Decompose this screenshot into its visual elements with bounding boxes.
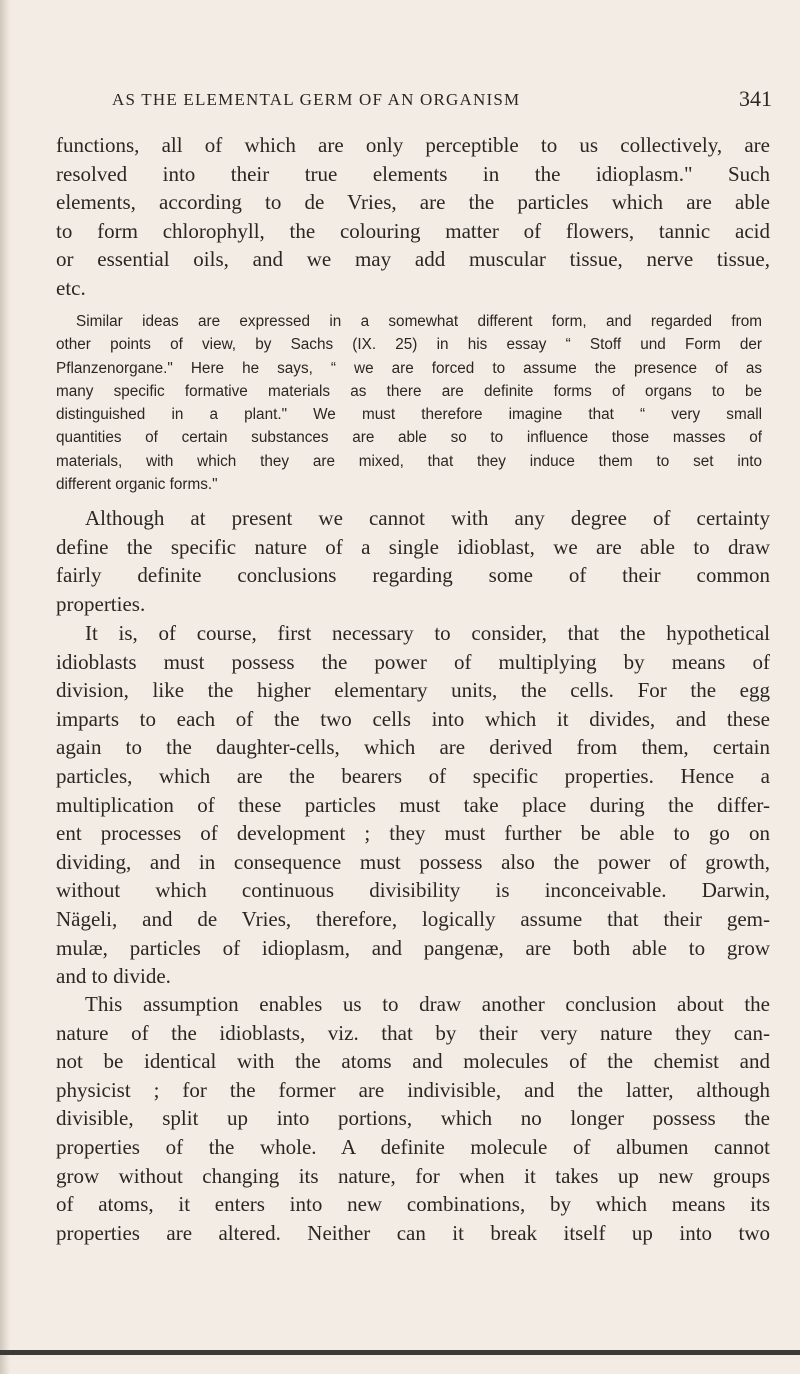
quoted-passage	[56, 310, 762, 496]
text-line: materials, with which they are mixed, that they induce them to set into	[56, 452, 762, 470]
text-line: distinguished in a plant." We must therefore imagine that “ very small	[56, 406, 762, 424]
text-line: particles, which are the bearers of specific properties. Hence a	[56, 763, 770, 788]
text-line: properties are altered. Neither can it break itself up into two	[56, 1220, 770, 1245]
text-line: Similar ideas are expressed in a somewhat different form, and regarded from	[76, 313, 762, 330]
text-line: It is, of course, first necessary to consider, that the hypothetical	[85, 621, 770, 645]
text-line: different organic forms."	[56, 476, 218, 494]
paragraph-4	[56, 990, 770, 1247]
text-line: resolved into their true elements in the idioplasm." Such	[56, 161, 770, 186]
text-line: This assumption enables us to draw another conclusion about the	[85, 992, 770, 1016]
text-line: again to the daughter-cells, which are derived from them, certain	[56, 735, 770, 760]
text-line: multiplication of these particles must take place during the differ-	[56, 792, 770, 817]
text-line: functions, all of which are only perceptible to us collectively, are	[56, 133, 770, 157]
page-binding-shadow	[0, 0, 10, 1374]
text-line: mulæ, particles of idioplasm, and pangenæ, are both able to grow	[56, 935, 770, 960]
text-line: Nägeli, and de Vries, therefore, logically assume that their gem-	[56, 906, 770, 931]
text-line: division, like the higher elementary units, the cells. For the egg	[56, 678, 770, 703]
paragraph-3	[56, 619, 770, 991]
text-line: or essential oils, and we may add muscular tissue, nerve tissue,	[56, 247, 770, 272]
text-line: without which continuous divisibility is inconceivable. Darwin,	[56, 878, 770, 903]
text-line: idioblasts must possess the power of multiplying by means of	[56, 649, 770, 674]
text-line: divisible, split up into portions, which no longer possess the	[56, 1106, 770, 1131]
text-line: imparts to each of the two cells into which it divides, and these	[56, 706, 770, 731]
text-line: to form chlorophyll, the colouring matter of flowers, tannic acid	[56, 218, 770, 243]
text-line: etc.	[56, 275, 86, 300]
text-line: physicist ; for the former are indivisible, and the latter, although	[56, 1077, 770, 1102]
text-line: fairly definite conclusions regarding some of their common	[56, 563, 770, 588]
page-number: 341	[739, 86, 772, 111]
running-head: AS THE ELEMENTAL GERM OF AN ORGANISM	[112, 90, 521, 109]
scan-bottom-edge	[0, 1350, 800, 1355]
text-line: not be identical with the atoms and molecules of the chemist and	[56, 1049, 770, 1074]
text-line: elements, according to de Vries, are the particles which are able	[56, 190, 770, 215]
text-line: properties.	[56, 591, 146, 616]
text-line: Although at present we cannot with any degree of certainty	[85, 506, 770, 530]
text-line: properties of the whole. A definite molecule of albumen cannot	[56, 1134, 770, 1159]
text-line: dividing, and in consequence must possess also the power of growth,	[56, 849, 770, 874]
text-line: and to divide.	[56, 964, 171, 989]
text-line: of atoms, it enters into new combinations, by which means its	[56, 1192, 770, 1217]
paragraph-1	[56, 131, 770, 303]
page-header	[112, 86, 772, 116]
text-line: define the specific nature of a single idioblast, we are able to draw	[56, 534, 770, 559]
text-line: other points of view, by Sachs (IX. 25) in his essay “ Stoff und Form der	[56, 336, 762, 354]
paragraph-2	[56, 504, 770, 618]
text-line: many specific formative materials as there are definite forms of organs to be	[56, 382, 762, 400]
text-line: grow without changing its nature, for when it takes up new groups	[56, 1163, 770, 1188]
text-line: nature of the idioblasts, viz. that by their very nature they can-	[56, 1020, 770, 1045]
text-line: quantities of certain substances are able so to influence those masses of	[56, 429, 762, 447]
text-line: ent processes of development ; they must further be able to go on	[56, 821, 770, 846]
text-line: Pflanzenorgane." Here he says, “ we are forced to assume the presence of as	[56, 359, 762, 377]
